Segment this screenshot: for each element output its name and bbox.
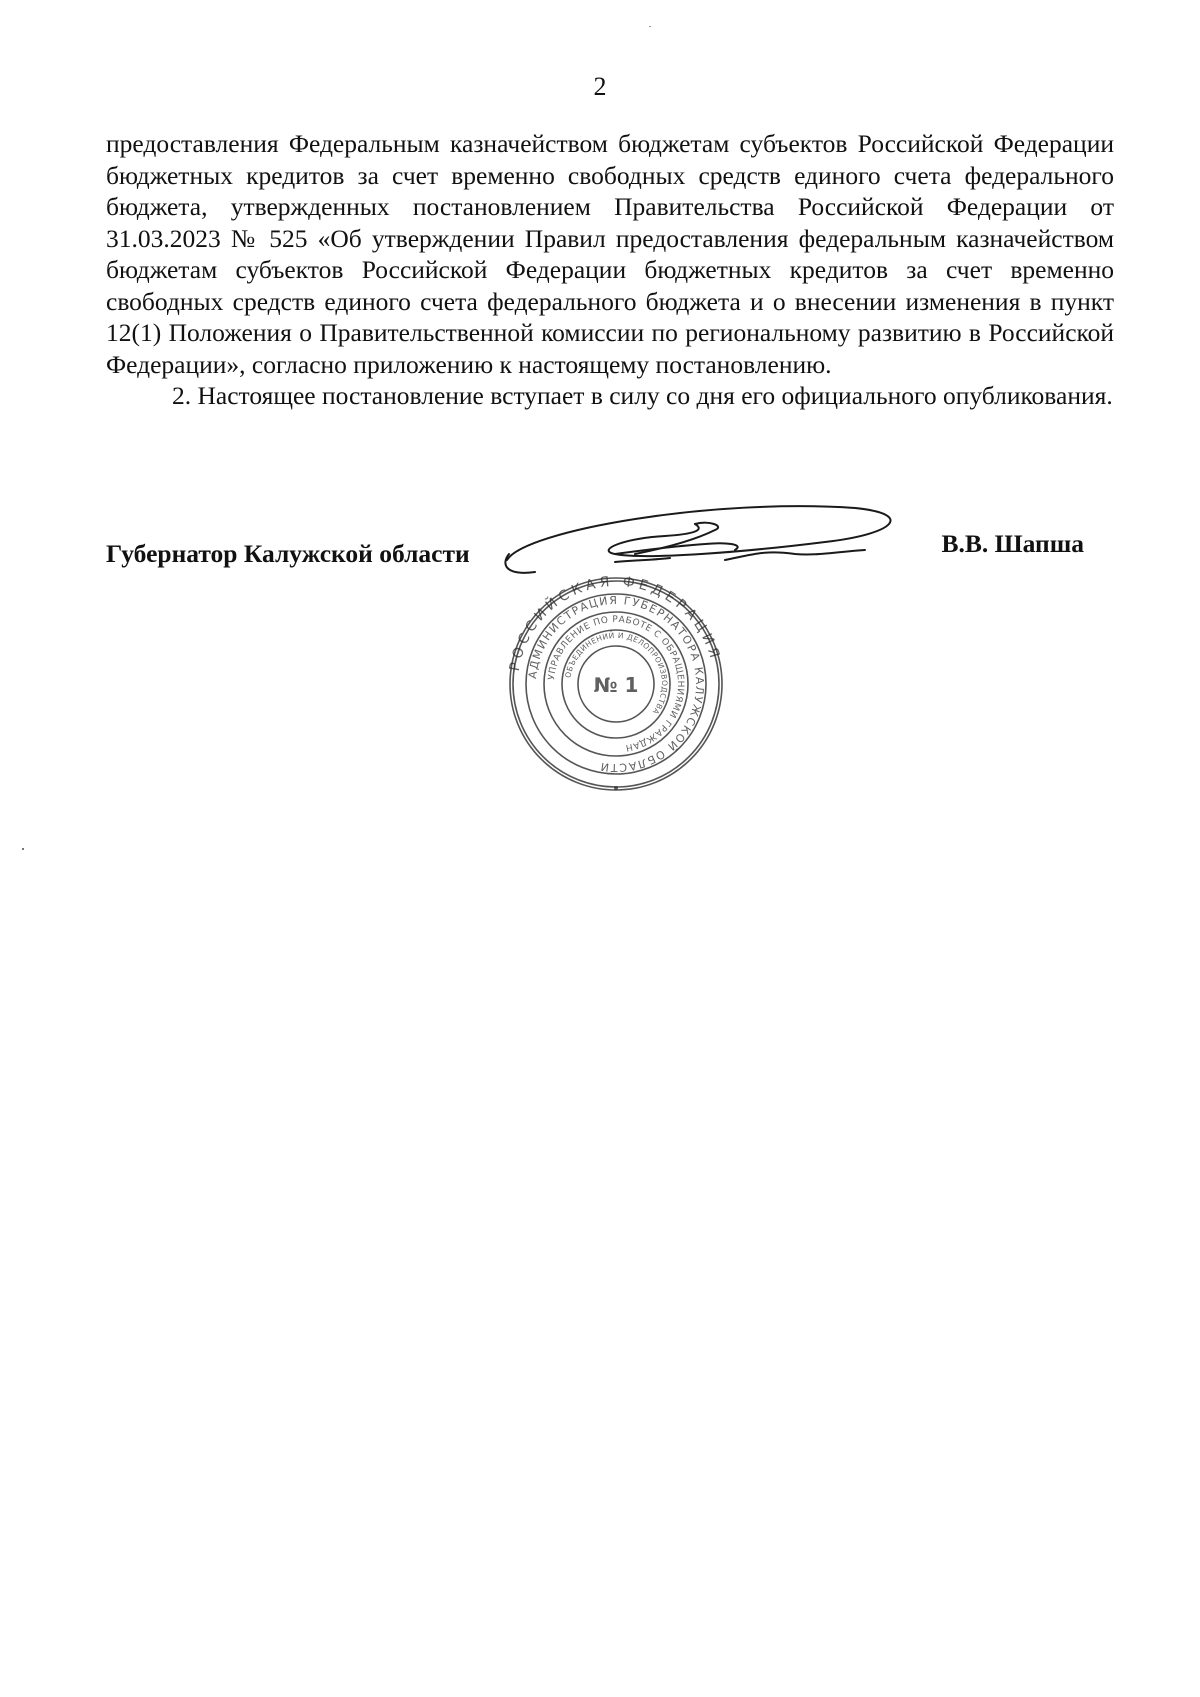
signer-position: Губернатор Калужской области — [106, 539, 470, 568]
seal-ring-2: АДМИНИСТРАЦИЯ ГУБЕРНАТОРА КАЛУЖСКОЙ ОБЛАСТИ — [526, 593, 707, 775]
seal-center: № 1 — [593, 673, 639, 697]
paragraph-continuation: предоставления Федеральным казначейством бюджетам субъектов Российской Федерации бюджетных кредитов за счет временно свободных средств единого счета федерального бюджета, утвержденных постановлением Правительства Российской Федерации от 31.03.2023 № 525 «Об утверждении Правил предоставления федеральным казначейством бюджетам субъектов Российской Федерации бюджетных кредитов за счет временно свободных средств единого счета федерального бюджета и о внесении изменения в пункт 12(1) Положения о Правительственной комиссии по региональному развитию в Российской Федерации», согласно приложению к настоящему постановлению. — [106, 129, 1114, 379]
paragraph-2: 2. Настоящее постановление вступает в силу со дня его официального опубликования. — [172, 381, 1113, 410]
page-number: 2 — [593, 72, 607, 101]
official-seal — [506, 574, 726, 794]
scan-artifact — [22, 848, 24, 850]
seal-ring-3: УПРАВЛЕНИЕ ПО РАБОТЕ С ОБРАЩЕНИЯМИ ГРАЖДАН — [547, 614, 686, 753]
scan-artifact — [649, 26, 651, 27]
signer-name: В.В. Шапша — [941, 529, 1084, 558]
seal-ring-1: РОССИЙСКАЯ ФЕДЕРАЦИЯ — [506, 574, 724, 673]
seal-ring-4: ОБЪЕДИНЕНИЙ И ДЕЛОПРОИЗВОДСТВА — [563, 630, 670, 717]
document-body — [106, 128, 1114, 412]
